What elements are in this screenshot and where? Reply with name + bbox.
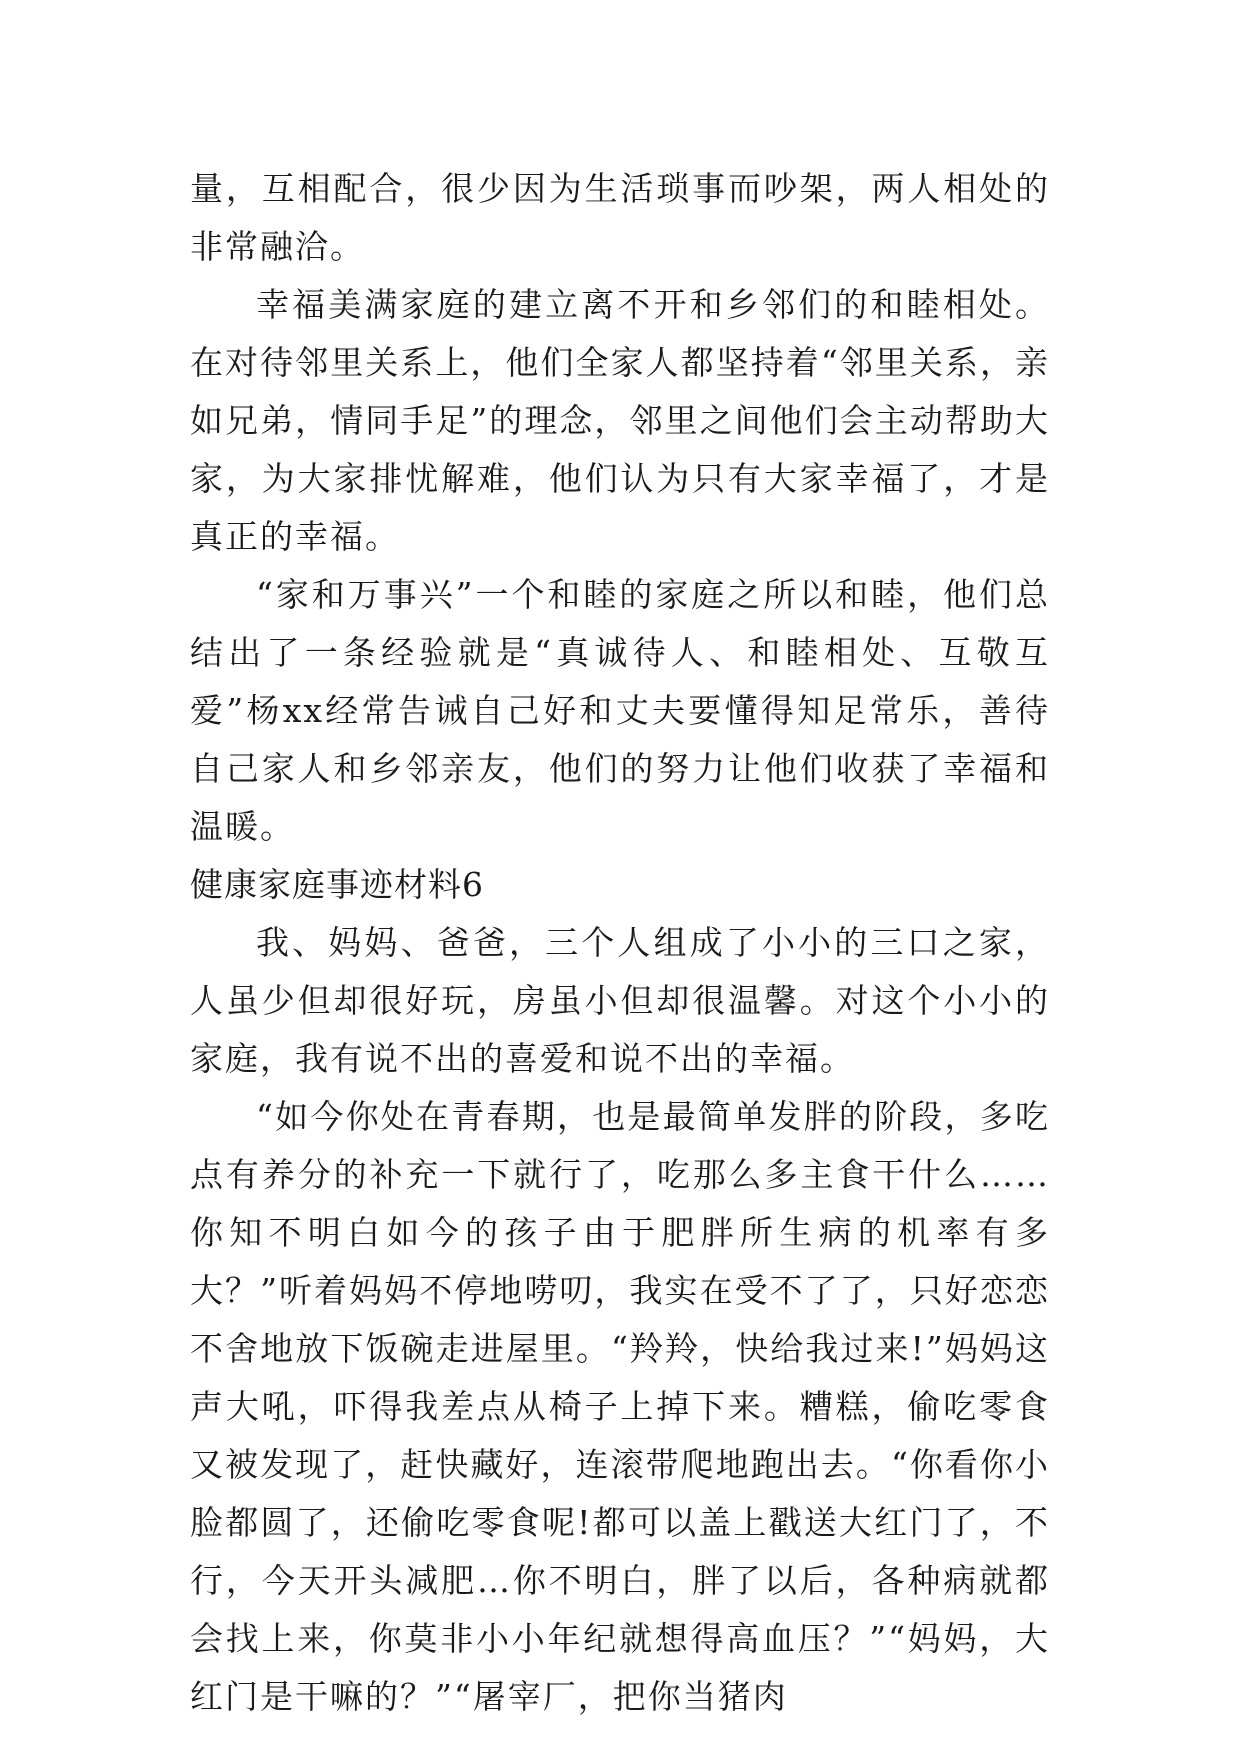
paragraph: “家和万事兴”一个和睦的家庭之所以和睦，他们总结出了一条经验就是“真诚待人、和睦相处、互敬互爱”杨xx经常告诫自己好和丈夫要懂得知足常乐，善待自己家人和乡邻亲友，他们的努力让他们收获了幸福和温暖。 — [190, 575, 1050, 846]
paragraph: “如今你处在青春期，也是最简单发胖的阶段，多吃点有养分的补充一下就行了，吃那么多主食干什么……你知不明白如今的孩子由于肥胖所生病的机率有多大？”听着妈妈不停地唠叨，我实在受不了了，只好恋恋不舍地放下饭碗走进屋里。“羚羚，快给我过来!”妈妈这声大吼，吓得我差点从椅子上掉下来。糟糕，偷吃零食又被发现了，赶快藏好，连滚带爬地跑出去。“你看你小脸都圆了，还偷吃零食呢!都可以盖上戳送大红门了，不行，今天开头减肥…你不明白，胖了以后，各种病就都会找上来，你莫非小小年纪就想得高血压？”“妈妈，大红门是干嘛的？”“屠宰厂，把你当猪肉 — [190, 1097, 1050, 1716]
document-page — [190, 160, 1050, 1726]
paragraph: 幸福美满家庭的建立离不开和乡邻们的和睦相处。在对待邻里关系上，他们全家人都坚持着“邻里关系，亲如兄弟，情同手足”的理念，邻里之间他们会主动帮助大家，为大家排忧解难，他们认为只有大家幸福了，才是真正的幸福。 — [190, 285, 1050, 556]
paragraph: 量，互相配合，很少因为生活琐事而吵架，两人相处的非常融洽。 — [190, 169, 1050, 266]
paragraph: 我、妈妈、爸爸，三个人组成了小小的三口之家，人虽少但却很好玩，房虽小但却很温馨。对这个小小的家庭，我有说不出的喜爱和说不出的幸福。 — [190, 923, 1050, 1078]
section-heading: 健康家庭事迹材料6 — [190, 865, 484, 904]
